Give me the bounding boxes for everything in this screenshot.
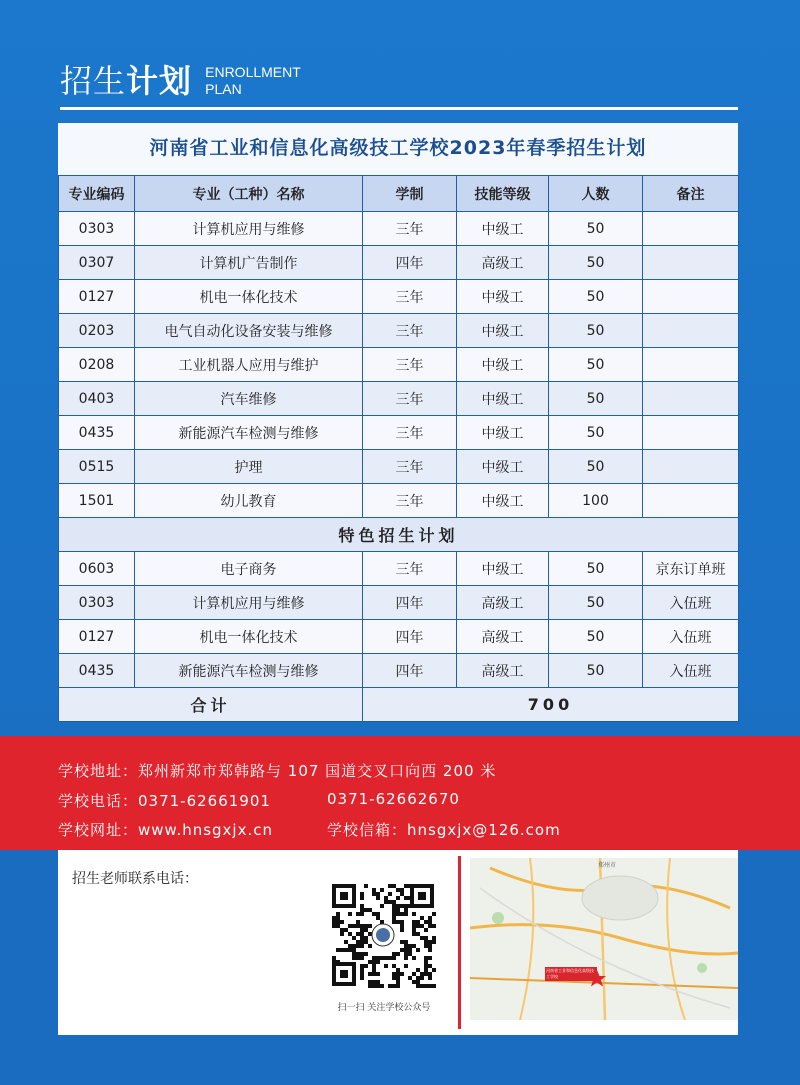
quota-cell: 50 (549, 416, 643, 450)
table-row (59, 484, 739, 518)
table-row (59, 348, 739, 382)
duration-cell: 三年 (363, 348, 457, 382)
skill-level-cell: 中级工 (457, 348, 549, 382)
duration-cell: 三年 (363, 382, 457, 416)
quota-cell: 50 (549, 314, 643, 348)
quota-cell: 50 (549, 212, 643, 246)
table-row (59, 314, 739, 348)
skill-level-cell: 高级工 (457, 246, 549, 280)
table-row (59, 382, 739, 416)
major-code-cell: 0435 (59, 654, 135, 688)
duration-cell: 三年 (363, 484, 457, 518)
school-email[interactable]: 学校信箱：hnsgxjx@126.com (327, 821, 561, 839)
duration-cell: 三年 (363, 552, 457, 586)
skill-level-cell: 中级工 (457, 416, 549, 450)
school-phone: 学校电话：0371-62661901 (58, 792, 271, 810)
school-phone-2: 0371-62662670 (327, 790, 460, 808)
table-row (59, 246, 739, 280)
remark-cell: 入伍班 (643, 654, 739, 688)
duration-cell: 四年 (363, 586, 457, 620)
quota-cell: 50 (549, 280, 643, 314)
quota-cell: 50 (549, 450, 643, 484)
enrollment-card (58, 123, 738, 719)
duration-cell: 四年 (363, 654, 457, 688)
header-en-line1: ENROLLMENT (205, 64, 301, 80)
skill-level-cell: 中级工 (457, 212, 549, 246)
duration-cell: 三年 (363, 416, 457, 450)
table-header-row (59, 176, 739, 212)
quota-cell: 50 (549, 620, 643, 654)
qr-caption: 扫一扫 关注学校公众号 (337, 1003, 431, 1013)
major-name-cell: 工业机器人应用与维护 (135, 348, 363, 382)
panel-divider (458, 856, 461, 1029)
enrollment-table (58, 175, 739, 722)
total-label: 合计 (59, 688, 363, 722)
remark-cell: 入伍班 (643, 620, 739, 654)
skill-level-cell: 中级工 (457, 484, 549, 518)
section-header-row (59, 518, 739, 552)
quota-cell: 50 (549, 586, 643, 620)
total-value: 700 (363, 688, 739, 722)
table-row (59, 552, 739, 586)
table-title: 河南省工业和信息化高级技工学校2023年春季招生计划 (149, 137, 647, 159)
major-code-cell: 0127 (59, 620, 135, 654)
major-name-cell: 电子商务 (135, 552, 363, 586)
remark-cell (643, 382, 739, 416)
teacher-contact-label: 招生老师联系电话： (72, 871, 198, 887)
remark-cell (643, 484, 739, 518)
major-name-cell: 新能源汽车检测与维修 (135, 654, 363, 688)
duration-cell: 三年 (363, 314, 457, 348)
column-header: 学制 (363, 176, 457, 212)
major-code-cell: 0208 (59, 348, 135, 382)
header-title-bold: 计划 (126, 62, 193, 100)
major-code-cell: 0203 (59, 314, 135, 348)
major-code-cell: 0127 (59, 280, 135, 314)
major-name-cell: 计算机应用与维修 (135, 586, 363, 620)
major-code-cell: 0435 (59, 416, 135, 450)
quota-cell: 50 (549, 382, 643, 416)
remark-cell (643, 212, 739, 246)
skill-level-cell: 高级工 (457, 620, 549, 654)
remark-cell (643, 450, 739, 484)
major-code-cell: 0403 (59, 382, 135, 416)
major-name-cell: 汽车维修 (135, 382, 363, 416)
quota-cell: 50 (549, 654, 643, 688)
location-map[interactable] (470, 858, 738, 1020)
column-header: 备注 (643, 176, 739, 212)
quota-cell: 50 (549, 246, 643, 280)
remark-cell: 入伍班 (643, 586, 739, 620)
page-header (60, 58, 301, 108)
quota-cell: 100 (549, 484, 643, 518)
table-row (59, 450, 739, 484)
table-row (59, 586, 739, 620)
major-name-cell: 幼儿教育 (135, 484, 363, 518)
qr-code[interactable] (322, 880, 446, 990)
quota-cell: 50 (549, 552, 643, 586)
remark-cell: 京东订单班 (643, 552, 739, 586)
school-website[interactable]: 学校网址：www.hnsgxjx.cn (58, 821, 273, 839)
skill-level-cell: 高级工 (457, 586, 549, 620)
major-name-cell: 护理 (135, 450, 363, 484)
column-header: 技能等级 (457, 176, 549, 212)
column-header: 人数 (549, 176, 643, 212)
major-code-cell: 0515 (59, 450, 135, 484)
skill-level-cell: 中级工 (457, 552, 549, 586)
remark-cell (643, 348, 739, 382)
header-english (205, 64, 301, 98)
major-code-cell: 0603 (59, 552, 135, 586)
major-code-cell: 0303 (59, 586, 135, 620)
duration-cell: 三年 (363, 212, 457, 246)
remark-cell (643, 314, 739, 348)
skill-level-cell: 中级工 (457, 280, 549, 314)
table-row (59, 654, 739, 688)
skill-level-cell: 中级工 (457, 382, 549, 416)
major-code-cell: 0307 (59, 246, 135, 280)
header-en-line2: PLAN (205, 81, 242, 97)
column-header: 专业（工种）名称 (135, 176, 363, 212)
major-code-cell: 0303 (59, 212, 135, 246)
remark-cell (643, 416, 739, 450)
school-location-label: 河南省工业和信息化高级技工学校 (545, 967, 597, 981)
duration-cell: 四年 (363, 620, 457, 654)
table-row (59, 416, 739, 450)
table-row (59, 280, 739, 314)
qr-code-icon (322, 880, 446, 990)
quota-cell: 50 (549, 348, 643, 382)
remark-cell (643, 280, 739, 314)
major-code-cell: 1501 (59, 484, 135, 518)
map-city-label: 郑州市 (598, 862, 617, 869)
major-name-cell: 新能源汽车检测与维修 (135, 416, 363, 450)
duration-cell: 三年 (363, 450, 457, 484)
header-title (60, 58, 192, 104)
duration-cell: 三年 (363, 280, 457, 314)
skill-level-cell: 高级工 (457, 654, 549, 688)
major-name-cell: 机电一体化技术 (135, 620, 363, 654)
column-header: 专业编码 (59, 176, 135, 212)
school-address: 学校地址：郑州新郑市郑韩路与 107 国道交叉口向西 200 米 (58, 762, 497, 780)
total-row (59, 688, 739, 722)
skill-level-cell: 中级工 (457, 314, 549, 348)
major-name-cell: 机电一体化技术 (135, 280, 363, 314)
table-row (59, 212, 739, 246)
table-row (59, 620, 739, 654)
major-name-cell: 电气自动化设备安装与维修 (135, 314, 363, 348)
map-roads-icon (470, 858, 738, 1020)
major-name-cell: 计算机应用与维修 (135, 212, 363, 246)
skill-level-cell: 中级工 (457, 450, 549, 484)
remark-cell (643, 246, 739, 280)
duration-cell: 四年 (363, 246, 457, 280)
special-plan-title: 特色招生计划 (59, 518, 739, 552)
header-underline (60, 107, 738, 110)
header-title-light: 招生 (60, 62, 127, 100)
major-name-cell: 计算机广告制作 (135, 246, 363, 280)
